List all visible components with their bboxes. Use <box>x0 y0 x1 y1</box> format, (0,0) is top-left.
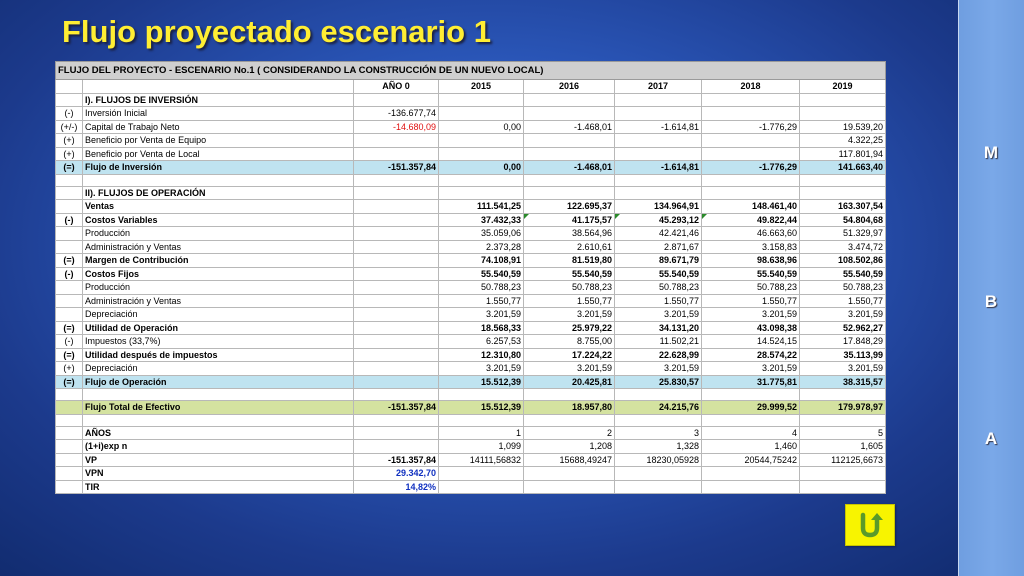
table-row <box>56 161 886 175</box>
row-value-2017: 3 <box>615 426 702 440</box>
row-value-2015: 50.788,23 <box>439 281 524 295</box>
row-value-2017 <box>615 414 702 426</box>
row-value-2016: -1.468,01 <box>524 120 615 134</box>
row-value-2016: 8.755,00 <box>524 335 615 349</box>
row-sign <box>56 401 83 415</box>
row-value-2017: -1.614,81 <box>615 120 702 134</box>
row-label: Utilidad de Operación <box>83 321 354 335</box>
row-label: I). FLUJOS DE INVERSIÓN <box>83 93 354 107</box>
row-label: (1+i)exp n <box>83 440 354 454</box>
row-value-2018: 50.788,23 <box>702 281 800 295</box>
row-label: Flujo de Inversión <box>83 161 354 175</box>
row-value-year-0: -151.357,84 <box>354 453 439 467</box>
row-value-2019: 54.804,68 <box>800 213 886 227</box>
row-value-year-0 <box>354 348 439 362</box>
row-value-2015: 111.541,25 <box>439 200 524 214</box>
row-label: Inversión Inicial <box>83 107 354 121</box>
row-value-2015: 37.432,33 <box>439 213 524 227</box>
row-value-2018 <box>702 107 800 121</box>
table-row <box>56 134 886 148</box>
table-row <box>56 147 886 161</box>
row-value-2015: 1,099 <box>439 440 524 454</box>
row-value-2015: 0,00 <box>439 120 524 134</box>
row-sign: (+) <box>56 362 83 376</box>
row-value-2015 <box>439 134 524 148</box>
row-value-2019: 50.788,23 <box>800 281 886 295</box>
table-title-row <box>56 62 886 80</box>
row-value-2018 <box>702 389 800 401</box>
table-row <box>56 174 886 186</box>
row-value-2019: 141.663,40 <box>800 161 886 175</box>
table-row <box>56 213 886 227</box>
row-value-2019: 1.550,77 <box>800 294 886 308</box>
row-label: Capital de Trabajo Neto <box>83 120 354 134</box>
row-value-2017: 1.550,77 <box>615 294 702 308</box>
table-row <box>56 480 886 494</box>
row-value-2019: 55.540,59 <box>800 267 886 281</box>
row-value-2016: 25.979,22 <box>524 321 615 335</box>
row-value-2019 <box>800 107 886 121</box>
header-label <box>83 80 354 94</box>
row-value-2017: 25.830,57 <box>615 375 702 389</box>
table-row <box>56 93 886 107</box>
row-label: Beneficio por Venta de Local <box>83 147 354 161</box>
row-value-2017: 45.293,12 <box>615 213 702 227</box>
row-sign <box>56 480 83 494</box>
row-value-2015 <box>439 467 524 481</box>
row-value-2015 <box>439 186 524 200</box>
table-title: FLUJO DEL PROYECTO - ESCENARIO No.1 ( CONSIDERANDO LA CONSTRUCCIÓN DE UN NUEVO LOCAL) <box>56 62 886 80</box>
row-value-2017 <box>615 467 702 481</box>
row-value-year-0 <box>354 174 439 186</box>
row-label: Costos Fijos <box>83 267 354 281</box>
row-sign: (+) <box>56 134 83 148</box>
row-label: Producción <box>83 227 354 241</box>
row-value-2019: 179.978,97 <box>800 401 886 415</box>
u-turn-arrow-icon <box>855 511 885 539</box>
row-value-year-0: 14,82% <box>354 480 439 494</box>
row-label: VP <box>83 453 354 467</box>
row-value-2018: 29.999,52 <box>702 401 800 415</box>
row-value-year-0 <box>354 186 439 200</box>
table-row <box>56 440 886 454</box>
row-sign: (=) <box>56 375 83 389</box>
table-row <box>56 227 886 241</box>
row-value-2018: -1.776,29 <box>702 120 800 134</box>
row-value-2016 <box>524 186 615 200</box>
row-value-year-0 <box>354 321 439 335</box>
row-label: Ventas <box>83 200 354 214</box>
row-value-year-0 <box>354 254 439 268</box>
row-value-2018: 1,460 <box>702 440 800 454</box>
row-value-2015 <box>439 480 524 494</box>
table-row <box>56 389 886 401</box>
row-value-2017: 55.540,59 <box>615 267 702 281</box>
row-value-2018 <box>702 414 800 426</box>
side-navigation-panel <box>958 0 1024 576</box>
row-value-2018: 98.638,96 <box>702 254 800 268</box>
row-value-2017 <box>615 147 702 161</box>
row-value-2015: 15.512,39 <box>439 401 524 415</box>
table-row <box>56 401 886 415</box>
table-row <box>56 267 886 281</box>
row-value-2015: 3.201,59 <box>439 362 524 376</box>
row-label: TIR <box>83 480 354 494</box>
row-value-2018: 31.775,81 <box>702 375 800 389</box>
row-value-2016: -1.468,01 <box>524 161 615 175</box>
row-label <box>83 389 354 401</box>
side-nav-a[interactable]: A <box>984 429 998 448</box>
row-value-2016 <box>524 467 615 481</box>
row-value-2015: 35.059,06 <box>439 227 524 241</box>
row-value-2018 <box>702 480 800 494</box>
row-value-2018: 3.158,83 <box>702 240 800 254</box>
row-label: Producción <box>83 281 354 295</box>
row-sign: (-) <box>56 267 83 281</box>
row-value-2019: 108.502,86 <box>800 254 886 268</box>
row-value-2017: 24.215,76 <box>615 401 702 415</box>
row-value-year-0 <box>354 294 439 308</box>
row-value-2015 <box>439 147 524 161</box>
row-value-2017: 2.871,67 <box>615 240 702 254</box>
row-label <box>83 414 354 426</box>
row-label: Utilidad después de impuestos <box>83 348 354 362</box>
row-value-2018: 43.098,38 <box>702 321 800 335</box>
row-value-2016 <box>524 414 615 426</box>
row-value-2019: 112125,6673 <box>800 453 886 467</box>
row-value-year-0 <box>354 281 439 295</box>
row-sign: (=) <box>56 161 83 175</box>
row-value-year-0 <box>354 267 439 281</box>
row-value-2019: 5 <box>800 426 886 440</box>
row-value-2017 <box>615 389 702 401</box>
row-value-year-0 <box>354 200 439 214</box>
row-value-2016: 1,208 <box>524 440 615 454</box>
row-sign: (+) <box>56 147 83 161</box>
row-value-2016: 18.957,80 <box>524 401 615 415</box>
row-label: Administración y Ventas <box>83 294 354 308</box>
row-value-2017: 134.964,91 <box>615 200 702 214</box>
row-value-2018 <box>702 147 800 161</box>
row-sign: (=) <box>56 321 83 335</box>
row-value-2019: 38.315,57 <box>800 375 886 389</box>
row-value-2017 <box>615 174 702 186</box>
header-2018: 2018 <box>702 80 800 94</box>
row-value-2017 <box>615 93 702 107</box>
row-label: Costos Variables <box>83 213 354 227</box>
row-value-2019 <box>800 174 886 186</box>
row-value-2016: 55.540,59 <box>524 267 615 281</box>
row-label: Impuestos (33,7%) <box>83 335 354 349</box>
row-value-2017: 89.671,79 <box>615 254 702 268</box>
row-value-2017: 11.502,21 <box>615 335 702 349</box>
row-value-year-0 <box>354 335 439 349</box>
row-sign <box>56 240 83 254</box>
row-value-2017: 50.788,23 <box>615 281 702 295</box>
row-value-2015: 6.257,53 <box>439 335 524 349</box>
row-value-2017: 22.628,99 <box>615 348 702 362</box>
row-value-2019: 52.962,27 <box>800 321 886 335</box>
row-label: II). FLUJOS DE OPERACIÓN <box>83 186 354 200</box>
row-value-2017 <box>615 107 702 121</box>
row-sign <box>56 174 83 186</box>
row-sign: (-) <box>56 335 83 349</box>
row-sign: (+/-) <box>56 120 83 134</box>
row-sign <box>56 186 83 200</box>
row-label: Administración y Ventas <box>83 240 354 254</box>
row-value-2017: 34.131,20 <box>615 321 702 335</box>
table-row <box>56 254 886 268</box>
row-value-2018 <box>702 467 800 481</box>
row-sign <box>56 93 83 107</box>
row-value-2016 <box>524 134 615 148</box>
row-sign <box>56 414 83 426</box>
row-value-2018: 28.574,22 <box>702 348 800 362</box>
header-year-0: AÑO 0 <box>354 80 439 94</box>
row-value-2019: 19.539,20 <box>800 120 886 134</box>
table-row <box>56 375 886 389</box>
header-2019: 2019 <box>800 80 886 94</box>
row-value-2015: 74.108,91 <box>439 254 524 268</box>
row-value-2019: 3.474,72 <box>800 240 886 254</box>
row-value-2016: 38.564,96 <box>524 227 615 241</box>
row-value-2019 <box>800 480 886 494</box>
row-sign <box>56 467 83 481</box>
row-value-2018: -1.776,29 <box>702 161 800 175</box>
cash-flow-table <box>55 61 885 494</box>
row-value-2019 <box>800 389 886 401</box>
row-value-2017: 18230,05928 <box>615 453 702 467</box>
row-sign <box>56 281 83 295</box>
row-value-2017: 3.201,59 <box>615 308 702 322</box>
row-value-2015: 1 <box>439 426 524 440</box>
row-value-2015 <box>439 414 524 426</box>
row-value-2019: 163.307,54 <box>800 200 886 214</box>
table-row <box>56 240 886 254</box>
row-sign <box>56 227 83 241</box>
table-row <box>56 362 886 376</box>
table-row <box>56 186 886 200</box>
row-value-2015: 1.550,77 <box>439 294 524 308</box>
row-value-year-0 <box>354 389 439 401</box>
row-value-2019: 117.801,94 <box>800 147 886 161</box>
row-value-2017: -1.614,81 <box>615 161 702 175</box>
row-value-2016 <box>524 389 615 401</box>
row-value-year-0: -151.357,84 <box>354 161 439 175</box>
row-value-2018 <box>702 93 800 107</box>
row-value-2015: 15.512,39 <box>439 375 524 389</box>
row-value-2016 <box>524 147 615 161</box>
row-sign <box>56 453 83 467</box>
row-value-2018: 14.524,15 <box>702 335 800 349</box>
row-value-2015 <box>439 107 524 121</box>
row-value-2019: 3.201,59 <box>800 308 886 322</box>
row-value-2018: 3.201,59 <box>702 308 800 322</box>
row-value-2018 <box>702 134 800 148</box>
row-value-2019: 17.848,29 <box>800 335 886 349</box>
row-value-2016 <box>524 480 615 494</box>
table-row <box>56 120 886 134</box>
table-row <box>56 107 886 121</box>
row-value-year-0: 29.342,70 <box>354 467 439 481</box>
row-sign <box>56 426 83 440</box>
row-value-year-0: -136.677,74 <box>354 107 439 121</box>
row-sign <box>56 308 83 322</box>
row-value-year-0 <box>354 308 439 322</box>
row-value-2017 <box>615 480 702 494</box>
row-value-2018: 4 <box>702 426 800 440</box>
row-value-year-0 <box>354 240 439 254</box>
table-row <box>56 467 886 481</box>
row-label: Beneficio por Venta de Equipo <box>83 134 354 148</box>
row-value-2015 <box>439 93 524 107</box>
row-value-2018: 49.822,44 <box>702 213 800 227</box>
row-value-year-0 <box>354 227 439 241</box>
row-value-2018 <box>702 186 800 200</box>
row-value-2019: 35.113,99 <box>800 348 886 362</box>
table-row <box>56 281 886 295</box>
table-row <box>56 200 886 214</box>
row-label: AÑOS <box>83 426 354 440</box>
table-row <box>56 294 886 308</box>
row-value-2015: 14111,56832 <box>439 453 524 467</box>
table-row <box>56 348 886 362</box>
row-sign <box>56 440 83 454</box>
row-value-2016 <box>524 107 615 121</box>
row-value-2016: 17.224,22 <box>524 348 615 362</box>
row-value-year-0 <box>354 213 439 227</box>
row-label: VPN <box>83 467 354 481</box>
row-sign <box>56 389 83 401</box>
row-sign: (-) <box>56 107 83 121</box>
table-row <box>56 453 886 467</box>
row-value-year-0 <box>354 414 439 426</box>
row-value-2016: 2.610,61 <box>524 240 615 254</box>
row-value-year-0 <box>354 147 439 161</box>
row-label <box>83 174 354 186</box>
row-value-2016: 50.788,23 <box>524 281 615 295</box>
row-value-2016: 1.550,77 <box>524 294 615 308</box>
row-value-2019 <box>800 186 886 200</box>
row-label: Depreciación <box>83 362 354 376</box>
row-value-2018: 55.540,59 <box>702 267 800 281</box>
table-row <box>56 426 886 440</box>
table-row <box>56 414 886 426</box>
row-value-2017: 1,328 <box>615 440 702 454</box>
row-value-2016: 3.201,59 <box>524 308 615 322</box>
row-value-year-0 <box>354 426 439 440</box>
row-value-2016: 41.175,57 <box>524 213 615 227</box>
row-label: Flujo Total de Efectivo <box>83 401 354 415</box>
row-value-2019: 4.322,25 <box>800 134 886 148</box>
row-value-2016: 2 <box>524 426 615 440</box>
row-sign: (=) <box>56 254 83 268</box>
row-value-2016: 3.201,59 <box>524 362 615 376</box>
row-value-year-0 <box>354 375 439 389</box>
side-nav-m[interactable]: M <box>983 143 999 162</box>
row-value-2019: 51.329,97 <box>800 227 886 241</box>
row-value-2016: 81.519,80 <box>524 254 615 268</box>
row-value-2015 <box>439 174 524 186</box>
slide-title: Flujo proyectado escenario 1 <box>62 14 491 49</box>
header-2015: 2015 <box>439 80 524 94</box>
row-value-2015: 2.373,28 <box>439 240 524 254</box>
table-row <box>56 321 886 335</box>
row-sign <box>56 294 83 308</box>
row-label: Depreciación <box>83 308 354 322</box>
row-value-2019 <box>800 93 886 107</box>
row-sign: (=) <box>56 348 83 362</box>
row-sign <box>56 200 83 214</box>
return-button[interactable] <box>845 504 895 546</box>
table-header-row <box>56 80 886 94</box>
row-value-2017: 3.201,59 <box>615 362 702 376</box>
row-value-2018: 3.201,59 <box>702 362 800 376</box>
row-value-2019 <box>800 467 886 481</box>
row-value-year-0: -14.680,09 <box>354 120 439 134</box>
row-value-2019: 1,605 <box>800 440 886 454</box>
row-value-year-0 <box>354 93 439 107</box>
row-value-year-0: -151.357,84 <box>354 401 439 415</box>
header-2016: 2016 <box>524 80 615 94</box>
row-value-2018: 46.663,60 <box>702 227 800 241</box>
row-value-year-0 <box>354 362 439 376</box>
row-value-2018: 20544,75242 <box>702 453 800 467</box>
row-value-2016: 15688,49247 <box>524 453 615 467</box>
row-value-2015: 12.310,80 <box>439 348 524 362</box>
row-value-2015: 55.540,59 <box>439 267 524 281</box>
header-2017: 2017 <box>615 80 702 94</box>
header-sign <box>56 80 83 94</box>
row-value-2019 <box>800 414 886 426</box>
side-nav-b[interactable]: B <box>984 292 998 311</box>
row-value-2015: 0,00 <box>439 161 524 175</box>
row-value-2015: 3.201,59 <box>439 308 524 322</box>
row-value-2015 <box>439 389 524 401</box>
row-value-2016 <box>524 174 615 186</box>
row-label: Flujo de Operación <box>83 375 354 389</box>
table-row <box>56 308 886 322</box>
table-row <box>56 335 886 349</box>
row-value-year-0 <box>354 440 439 454</box>
row-value-2016: 122.695,37 <box>524 200 615 214</box>
row-value-2016 <box>524 93 615 107</box>
row-value-year-0 <box>354 134 439 148</box>
row-value-2016: 20.425,81 <box>524 375 615 389</box>
row-value-2018: 1.550,77 <box>702 294 800 308</box>
row-value-2017: 42.421,46 <box>615 227 702 241</box>
row-label: Margen de Contribución <box>83 254 354 268</box>
row-value-2019: 3.201,59 <box>800 362 886 376</box>
row-value-2015: 18.568,33 <box>439 321 524 335</box>
row-value-2018: 148.461,40 <box>702 200 800 214</box>
row-value-2017 <box>615 134 702 148</box>
row-value-2017 <box>615 186 702 200</box>
row-sign: (-) <box>56 213 83 227</box>
row-value-2018 <box>702 174 800 186</box>
